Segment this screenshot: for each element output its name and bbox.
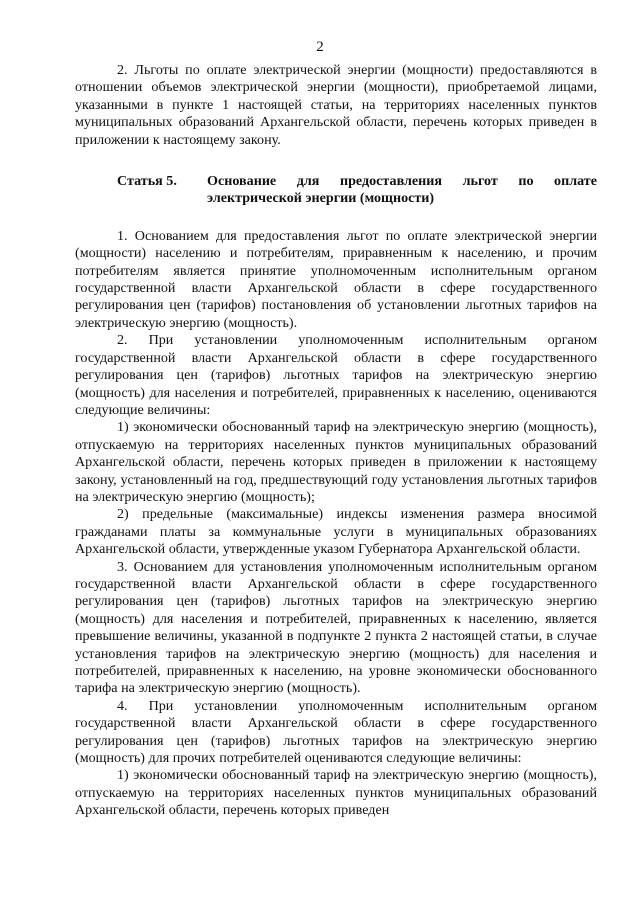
paragraph-1: 1. Основанием для предоставления льгот по оплате электрической энергии (мощности) населению и потребителям, приравненным к населению, и прочим потребителям является принятие уполномоченным исполнительным органом государственной власти Архангельской области в сфере государственного регулирования цен (тарифов) постановления об установлении льготных тарифов на электрическую энергию (мощность). [75, 227, 597, 331]
paragraph-2-item-2: 2) предельные (максимальные) индексы изменения размера вносимой гражданами платы за коммунальные услуги в муниципальных образованиях Архангельской области, утвержденные указом Губернатора Архангельской области. [75, 506, 597, 558]
paragraph-2-item-1: 1) экономически обоснованный тариф на электрическую энергию (мощность), отпускаемую на территориях населенных пунктов муниципальных образований Архангельской области, перечень которых приведен в приложении к настоящему закону, установленный на год, предшествующий году установления льготных тарифов на электрическую энергию (мощность); [75, 419, 597, 505]
paragraph-4: 4. При установлении уполномоченным исполнительным органом государственной власти Архангельской области в сфере государственного регулирования цен (тарифов) льготных тарифов на электрическую энергию (мощность) для прочих потребителей оцениваются следующие величины: [75, 697, 597, 767]
paragraph-2: 2. При установлении уполномоченным исполнительным органом государственной власти Архангельской области в сфере государственного регулирования цен (тарифов) льготных тарифов на электрическую энергию (мощность) для населения и потребителей, приравненных к населению, оцениваются следующие величины: [75, 332, 597, 418]
article-title: Основание для предоставления льгот по оплате электрической энергии (мощности) [207, 173, 597, 207]
document-body [75, 62, 597, 820]
article-number: Статья 5. [117, 173, 177, 190]
page-number: 2 [316, 39, 324, 55]
paragraph-3: 3. Основанием для установления уполномоченным исполнительным органом государственной власти Архангельской области в сфере государственного регулирования цен (тарифов) льготных тарифов на электрическую энергию (мощность) для населения и потребителей, приравненных к населению, является превышение величины, указанной в подпункте 2 пункта 2 настоящей статьи, в случае установления тарифов на электрическую энергию (мощность) для населения и потребителей, приравненных к населению, на уровне экономически обоснованного тарифа на электрическую энергию (мощность). [75, 558, 597, 697]
article-heading [75, 173, 597, 208]
paragraph-4-item-1: 1) экономически обоснованный тариф на электрическую энергию (мощность), отпускаемую на территориях населенных пунктов муниципальных образований Архангельской области, перечень которых приведен [75, 767, 597, 819]
paragraph-benefits-scope: 2. Льготы по оплате электрической энергии (мощности) предоставляются в отношении объемов электрической энергии (мощности), приобретаемой лицами, указанными в пункте 1 настоящей статьи, на территориях населенных пунктов муниципальных образований Архангельской области, перечень которых приведен в приложении к настоящему закону. [75, 62, 597, 148]
